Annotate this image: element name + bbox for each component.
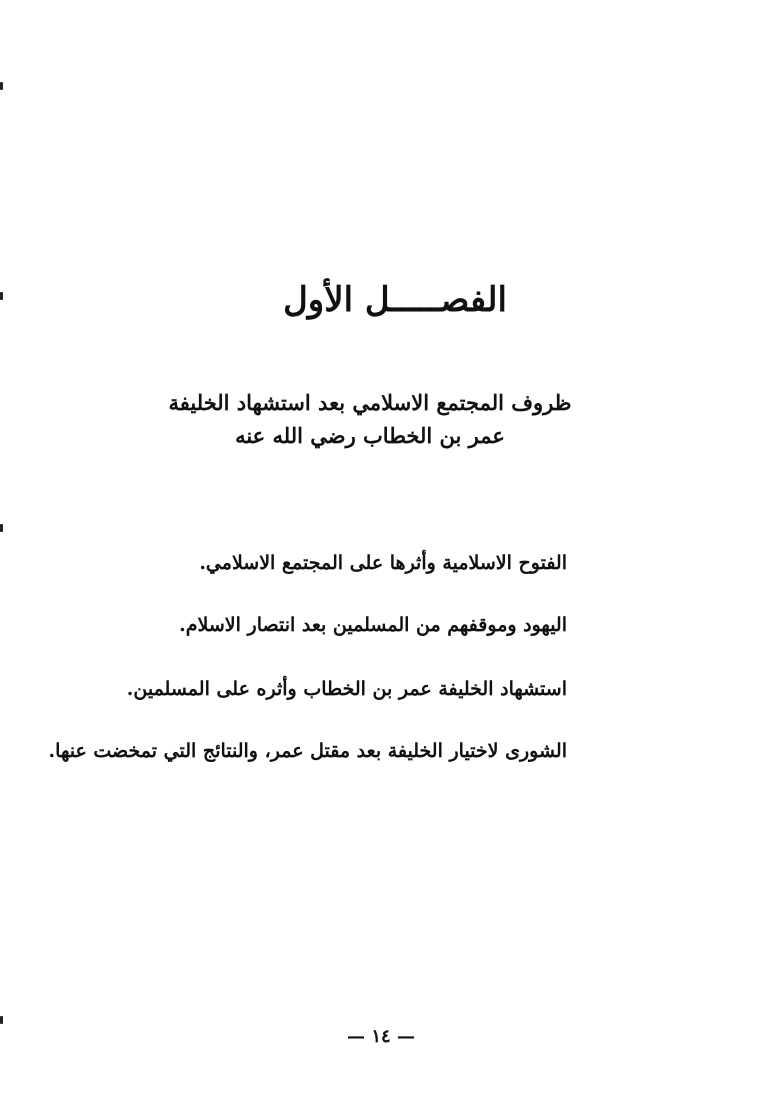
topic-item: استشهاد الخليفة عمر بن الخطاب وأثره على المسلمين. [126,678,567,700]
chapter-subtitle-line-2: عمر بن الخطاب رضي الله عنه [235,423,505,448]
chapter-title: الفصـــــل الأول [283,280,507,320]
chapter-subtitle-line-1: ظروف المجتمع الاسلامي بعد استشهاد الخليفة [168,390,572,415]
topic-item: الفتوح الاسلامية وأثرها على المجتمع الاسلامي. [199,552,567,574]
page-number: — ١٤ — [347,1026,415,1047]
topic-item: الشورى لاختيار الخليفة بعد مقتل عمر، والنتائج التي تمخضت عنها. [48,740,567,762]
topic-item: اليهود وموقفهم من المسلمين بعد انتصار الاسلام. [179,614,567,636]
